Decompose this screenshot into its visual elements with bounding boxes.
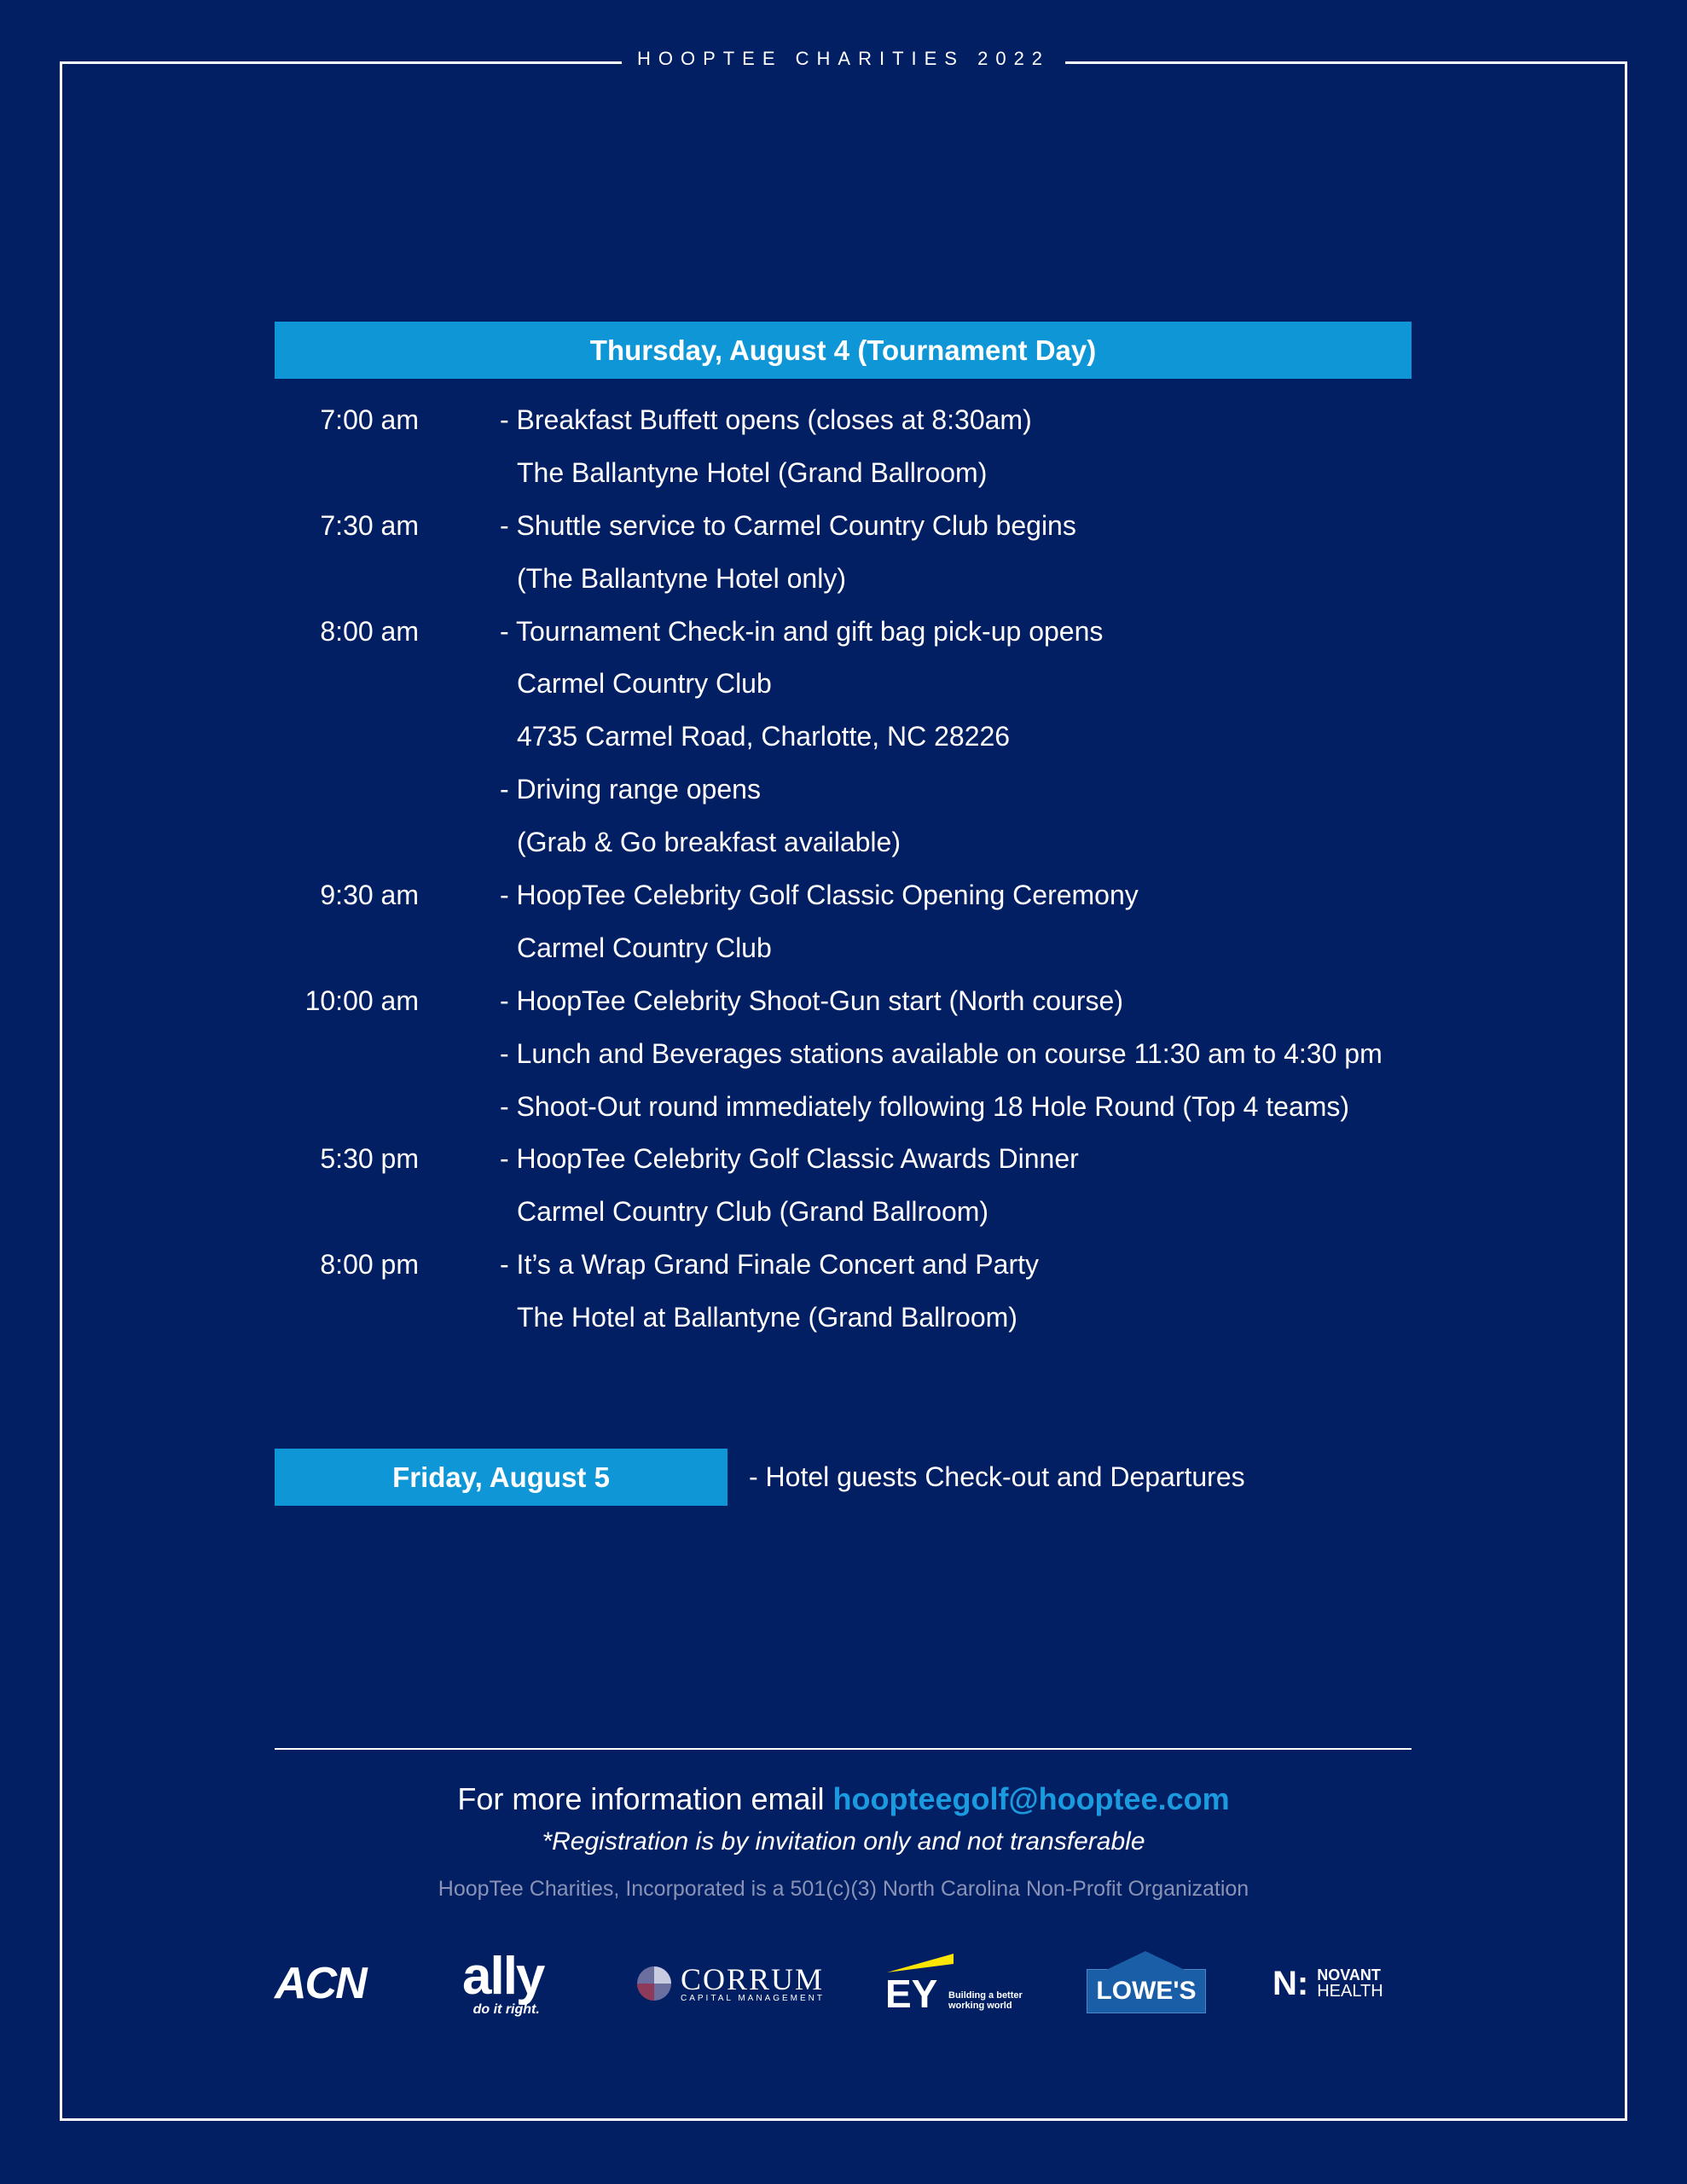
- schedule-description: 4735 Carmel Road, Charlotte, NC 28226: [517, 721, 1011, 752]
- schedule-description: - HoopTee Celebrity Shoot-Gun start (North course): [500, 985, 1123, 1016]
- acn-logo: [275, 1941, 366, 2026]
- acn-logo-text: ACN: [275, 1959, 366, 2008]
- ey-tagline-1: Building a better: [948, 1989, 1023, 2001]
- novant-health: HEALTH: [1317, 1982, 1383, 2001]
- friday-description: - Hotel guests Check-out and Departures: [749, 1461, 1245, 1492]
- schedule-time: 8:00 am: [320, 615, 419, 647]
- info-line: [0, 1781, 1687, 1817]
- email-link[interactable]: hoopteegolf@hooptee.com: [832, 1781, 1230, 1816]
- schedule-row: [275, 1292, 1452, 1345]
- schedule-row: [275, 658, 1452, 711]
- page-title-bar: [0, 48, 1687, 70]
- corrum-subtitle: CAPITAL MANAGEMENT: [681, 1994, 826, 2003]
- sponsor-logos: [275, 1941, 1412, 2026]
- registration-note: *Registration is by invitation only and not transferable: [542, 1827, 1145, 1856]
- schedule-row: [275, 764, 1452, 816]
- lowes-logo-text: LOWE'S: [1087, 1969, 1206, 2013]
- lowes-logo: [1087, 1941, 1206, 2026]
- thursday-header: Thursday, August 4 (Tournament Day): [275, 322, 1412, 379]
- info-text: For more information email: [457, 1781, 833, 1816]
- schedule-row: [275, 975, 1452, 1028]
- page-title: HOOPTEE CHARITIES 2022: [622, 48, 1065, 69]
- schedule-description: Carmel Country Club: [517, 932, 772, 963]
- schedule-time: 7:00 am: [320, 404, 419, 435]
- schedule-description: The Hotel at Ballantyne (Grand Ballroom): [517, 1302, 1017, 1333]
- novant-logo: [1272, 1941, 1383, 2026]
- ally-logo: [462, 1941, 543, 2026]
- schedule-time: 5:30 pm: [320, 1143, 419, 1175]
- schedule-description: - Driving range opens: [500, 774, 761, 805]
- schedule-row: [275, 1028, 1452, 1081]
- schedule-description: The Ballantyne Hotel (Grand Ballroom): [517, 456, 988, 488]
- schedule-list: [275, 394, 1452, 1345]
- schedule-description: - It’s a Wrap Grand Finale Concert and Party: [500, 1249, 1039, 1281]
- schedule-description: - HoopTee Celebrity Golf Classic Awards Dinner: [500, 1143, 1079, 1175]
- schedule-row: [275, 1186, 1452, 1239]
- corrum-logo: [636, 1941, 825, 2026]
- ally-tagline: do it right.: [472, 2002, 540, 2017]
- schedule-description: (Grab & Go breakfast available): [517, 827, 901, 858]
- schedule-row: [275, 922, 1452, 975]
- schedule-row: [275, 500, 1452, 553]
- schedule-row: [275, 1133, 1452, 1186]
- schedule-description: Carmel Country Club (Grand Ballroom): [517, 1196, 989, 1228]
- friday-header: Friday, August 5: [275, 1449, 728, 1506]
- schedule-description: - Shoot-Out round immediately following 18 Hole Round (Top 4 teams): [500, 1090, 1350, 1122]
- schedule-row: [275, 553, 1452, 606]
- lowes-roof-icon: [1106, 1951, 1185, 1970]
- novant-name: NOVANT: [1317, 1966, 1381, 1984]
- footer-divider: [275, 1748, 1412, 1750]
- schedule-time: 7:30 am: [320, 509, 419, 541]
- ey-tagline-2: working world: [948, 2001, 1012, 2011]
- novant-mark: N:: [1272, 1964, 1309, 2002]
- schedule-row: [275, 606, 1452, 659]
- schedule-description: - Breakfast Buffett opens (closes at 8:30am): [500, 404, 1032, 435]
- schedule-row: [275, 816, 1452, 869]
- schedule-time: 8:00 pm: [320, 1249, 419, 1281]
- schedule-description: - Lunch and Beverages stations available on course 11:30 am to 4:30 pm: [500, 1037, 1383, 1069]
- legal-text: HoopTee Charities, Incorporated is a 501(c)(3) North Carolina Non-Profit Organization: [438, 1877, 1249, 1901]
- schedule-row: [275, 394, 1452, 447]
- schedule-description: Carmel Country Club: [517, 668, 772, 700]
- schedule-row: [275, 1239, 1452, 1292]
- schedule-row: [275, 711, 1452, 764]
- schedule-row: [275, 869, 1452, 922]
- ally-logo-text: ally: [462, 1947, 544, 2006]
- schedule-time: 10:00 am: [304, 985, 419, 1016]
- schedule-row: [275, 447, 1452, 500]
- schedule-description: - Shuttle service to Carmel Country Club begins: [500, 509, 1076, 541]
- ey-logo: [885, 1941, 1023, 2026]
- schedule-description: - Tournament Check-in and gift bag pick-up opens: [500, 615, 1104, 647]
- corrum-name: CORRUM: [681, 1962, 825, 1996]
- corrum-globe-icon: [636, 1966, 672, 2001]
- schedule-description: (The Ballantyne Hotel only): [517, 562, 846, 594]
- ey-logo-text: EY: [885, 1972, 938, 2016]
- schedule-description: - HoopTee Celebrity Golf Classic Opening Ceremony: [500, 880, 1139, 911]
- schedule-row: [275, 1081, 1452, 1134]
- schedule-time: 9:30 am: [320, 880, 419, 911]
